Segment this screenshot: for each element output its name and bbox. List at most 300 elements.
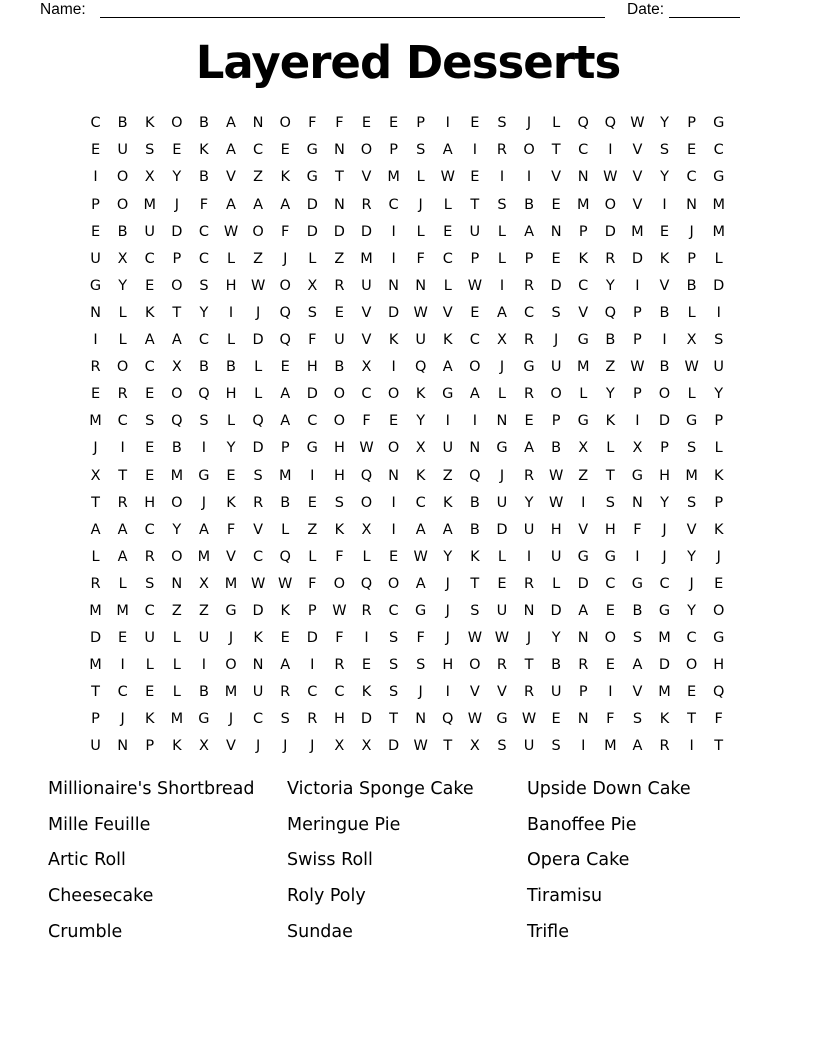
- grid-letter: X: [686, 332, 697, 349]
- grid-letter: R: [334, 277, 345, 294]
- grid-letter: Y: [172, 169, 182, 186]
- grid-letter: C: [144, 602, 155, 619]
- grid-letter: W: [548, 467, 564, 484]
- grid-letter: K: [361, 684, 372, 701]
- grid-letter: T: [524, 657, 534, 674]
- grid-letter: C: [253, 548, 264, 565]
- grid-letter: S: [632, 630, 643, 647]
- grid-letter: I: [499, 277, 505, 294]
- grid-letter: D: [387, 304, 400, 321]
- grid-letter: L: [226, 332, 236, 349]
- grid-letter: D: [604, 223, 616, 240]
- grid-letter: M: [143, 196, 156, 213]
- grid-letter: R: [496, 142, 507, 159]
- grid-letter: V: [632, 142, 643, 159]
- grid-letter: M: [658, 630, 671, 647]
- grid-letter: I: [391, 494, 396, 511]
- grid-letter: V: [551, 169, 562, 186]
- grid-letter: J: [201, 494, 207, 511]
- word-list-column: [48, 772, 254, 951]
- grid-letter: K: [470, 548, 480, 565]
- grid-letter: Z: [253, 250, 264, 267]
- grid-letter: U: [144, 630, 156, 647]
- grid-letter: R: [496, 657, 507, 674]
- grid-letter: H: [225, 386, 237, 403]
- grid-letter: S: [253, 467, 263, 484]
- grid-letter: B: [659, 304, 670, 321]
- word-item: Upside Down Cake: [527, 779, 691, 799]
- grid-letter: R: [253, 494, 264, 511]
- grid-letter: U: [90, 738, 101, 755]
- grid-letter: P: [280, 440, 290, 457]
- grid-letter: S: [334, 494, 344, 511]
- grid-letter: S: [388, 630, 399, 647]
- grid-letter: T: [91, 684, 100, 701]
- grid-letter: Y: [199, 304, 209, 321]
- grid-letter: G: [198, 711, 210, 728]
- grid-letter: X: [117, 250, 128, 267]
- grid-letter: Q: [360, 575, 373, 592]
- grid-letter: N: [469, 440, 481, 457]
- grid-letter: Y: [443, 548, 453, 565]
- grid-letter: J: [689, 223, 694, 240]
- grid-letter: M: [631, 223, 644, 240]
- grid-letter: Z: [253, 169, 264, 186]
- grid-letter: Y: [524, 494, 534, 511]
- grid-letter: C: [469, 332, 480, 349]
- grid-letter: R: [659, 738, 670, 755]
- grid-letter: Q: [171, 413, 183, 430]
- grid-letter: S: [659, 142, 670, 159]
- grid-letter: D: [252, 440, 264, 457]
- grid-letter: X: [334, 738, 345, 755]
- grid-letter: E: [714, 575, 724, 592]
- grid-letter: V: [632, 684, 643, 701]
- grid-letter: E: [605, 602, 615, 619]
- grid-letter: X: [496, 332, 507, 349]
- grid-letter: L: [714, 440, 723, 457]
- grid-letter: W: [413, 738, 428, 755]
- grid-letter: K: [659, 250, 670, 267]
- grid-letter: V: [361, 169, 372, 186]
- grid-letter: I: [391, 223, 396, 240]
- grid-letter: Y: [551, 630, 561, 647]
- grid-letter: E: [334, 304, 344, 321]
- grid-letter: V: [226, 738, 236, 755]
- grid-letter: N: [577, 630, 589, 647]
- grid-letter: S: [470, 602, 480, 619]
- grid-letter: E: [145, 684, 155, 701]
- grid-letter: O: [116, 196, 129, 213]
- grid-letter: F: [199, 196, 209, 213]
- grid-letter: C: [713, 142, 724, 159]
- page-title: Layered Desserts: [195, 36, 621, 89]
- grid-letter: E: [307, 494, 317, 511]
- grid-letter: P: [714, 413, 724, 430]
- grid-letter: C: [144, 521, 155, 538]
- grid-letter: Z: [578, 467, 589, 484]
- grid-letter: J: [689, 575, 694, 592]
- grid-letter: M: [658, 684, 671, 701]
- grid-letter: O: [171, 548, 183, 565]
- grid-letter: L: [308, 250, 317, 267]
- grid-letter: R: [90, 359, 101, 376]
- grid-letter: J: [499, 359, 505, 376]
- grid-letter: K: [226, 494, 236, 511]
- grid-letter: H: [713, 657, 725, 674]
- grid-letter: G: [631, 467, 644, 484]
- grid-letter: O: [171, 115, 183, 132]
- grid-letter: D: [89, 630, 102, 647]
- grid-letter: A: [226, 115, 236, 132]
- grid-letter: R: [307, 711, 318, 728]
- grid-letter: H: [306, 359, 318, 376]
- grid-letter: E: [145, 440, 155, 457]
- grid-letter: H: [442, 657, 454, 674]
- grid-letter: C: [90, 115, 101, 132]
- grid-letter: C: [442, 250, 453, 267]
- grid-letter: B: [334, 359, 345, 376]
- grid-letter: W: [413, 304, 428, 321]
- grid-letter: Z: [605, 359, 616, 376]
- grid-letter: G: [523, 359, 535, 376]
- grid-letter: G: [713, 115, 725, 132]
- grid-letter: M: [685, 467, 698, 484]
- grid-letter: W: [413, 548, 428, 565]
- grid-letter: E: [470, 304, 480, 321]
- grid-letter: A: [280, 657, 291, 674]
- grid-letter: J: [662, 521, 667, 538]
- grid-letter: I: [364, 630, 369, 647]
- grid-letter: B: [198, 115, 209, 132]
- grid-letter: F: [606, 711, 615, 728]
- grid-letter: A: [415, 575, 426, 592]
- grid-letter: F: [281, 223, 290, 240]
- date-blank-line: [669, 2, 740, 18]
- grid-letter: U: [469, 223, 481, 240]
- grid-letter: G: [198, 467, 210, 484]
- grid-letter: R: [361, 602, 372, 619]
- grid-letter: N: [577, 169, 589, 186]
- grid-letter: A: [524, 440, 534, 457]
- grid-letter: G: [577, 548, 589, 565]
- grid-letter: D: [306, 223, 318, 240]
- grid-letter: T: [551, 142, 561, 159]
- grid-letter: N: [333, 196, 345, 213]
- grid-letter: P: [687, 250, 696, 267]
- grid-letter: F: [226, 521, 236, 538]
- grid-letter: O: [333, 413, 346, 430]
- grid-letter: E: [280, 142, 290, 159]
- grid-letter: J: [174, 196, 179, 213]
- grid-letter: I: [310, 657, 315, 674]
- grid-letter: A: [117, 548, 128, 565]
- grid-letter: K: [415, 467, 426, 484]
- grid-letter: Q: [360, 467, 373, 484]
- grid-letter: P: [91, 711, 100, 728]
- grid-letter: D: [252, 602, 264, 619]
- grid-letter: E: [443, 223, 453, 240]
- grid-letter: R: [605, 250, 616, 267]
- grid-letter: N: [496, 413, 508, 430]
- grid-letter: R: [524, 277, 535, 294]
- grid-letter: R: [117, 494, 128, 511]
- grid-letter: L: [606, 440, 615, 457]
- word-list-column: [287, 772, 474, 951]
- grid-letter: S: [388, 657, 399, 674]
- grid-letter: Y: [605, 277, 615, 294]
- grid-letter: E: [280, 630, 290, 647]
- grid-letter: V: [253, 521, 264, 538]
- grid-letter: R: [524, 575, 535, 592]
- grid-letter: I: [689, 738, 694, 755]
- grid-letter: C: [605, 575, 616, 592]
- grid-letter: C: [144, 250, 155, 267]
- grid-letter: O: [171, 494, 183, 511]
- grid-letter: I: [120, 657, 125, 674]
- grid-letter: S: [145, 413, 155, 430]
- grid-letter: E: [118, 630, 128, 647]
- grid-letter: E: [388, 115, 399, 132]
- grid-letter: R: [524, 467, 535, 484]
- grid-letter: E: [388, 548, 399, 565]
- word-item: Opera Cake: [527, 850, 630, 871]
- grid-letter: X: [144, 169, 155, 186]
- grid-letter: L: [118, 304, 127, 321]
- grid-letter: Y: [118, 277, 128, 294]
- grid-letter: M: [576, 359, 590, 376]
- grid-letter: G: [306, 142, 318, 159]
- grid-letter: A: [578, 602, 589, 619]
- grid-letter: P: [633, 304, 642, 321]
- grid-letter: G: [713, 630, 725, 647]
- grid-letter: U: [442, 440, 454, 457]
- grid-letter: O: [171, 277, 183, 294]
- grid-letter: J: [228, 711, 234, 728]
- grid-letter: L: [579, 386, 588, 403]
- grid-letter: J: [445, 602, 450, 619]
- grid-letter: K: [443, 494, 453, 511]
- grid-letter: H: [550, 521, 562, 538]
- grid-letter: Y: [226, 440, 236, 457]
- grid-letter: R: [334, 657, 345, 674]
- grid-letter: G: [225, 602, 237, 619]
- grid-letter: Y: [172, 521, 182, 538]
- grid-letter: B: [117, 223, 128, 240]
- grid-letter: S: [497, 738, 507, 755]
- grid-letter: U: [415, 332, 426, 349]
- grid-letter: J: [554, 332, 559, 349]
- grid-letter: W: [630, 115, 645, 132]
- grid-letter: A: [226, 196, 236, 213]
- grid-letter: O: [712, 602, 725, 619]
- grid-letter: B: [605, 332, 616, 349]
- grid-letter: P: [172, 250, 182, 267]
- grid-letter: W: [467, 630, 483, 647]
- grid-letter: V: [226, 169, 236, 186]
- grid-letter: C: [415, 494, 426, 511]
- grid-letter: A: [469, 386, 480, 403]
- grid-letter: J: [255, 304, 261, 321]
- grid-letter: K: [388, 332, 399, 349]
- grid-letter: Q: [712, 684, 725, 701]
- grid-letter: W: [521, 711, 537, 728]
- grid-letter: G: [685, 413, 698, 430]
- grid-letter: N: [333, 142, 345, 159]
- grid-letter: K: [713, 521, 724, 538]
- date-label: Date:: [627, 1, 665, 18]
- grid-letter: V: [361, 332, 372, 349]
- grid-letter: X: [198, 575, 209, 592]
- grid-letter: I: [93, 169, 98, 186]
- grid-letter: Q: [252, 413, 264, 430]
- grid-letter: V: [578, 304, 589, 321]
- grid-letter: O: [116, 169, 129, 186]
- grid-letter: K: [280, 602, 290, 619]
- grid-letter: P: [470, 250, 480, 267]
- grid-letter: M: [89, 413, 102, 430]
- grid-letter: I: [201, 440, 207, 457]
- grid-letter: E: [551, 196, 561, 213]
- grid-letter: A: [442, 142, 453, 159]
- grid-letter: Q: [469, 467, 481, 484]
- grid-letter: Y: [687, 548, 697, 565]
- grid-letter: G: [713, 169, 725, 186]
- grid-letter: U: [361, 277, 372, 294]
- grid-letter: L: [687, 304, 696, 321]
- grid-letter: L: [172, 630, 181, 647]
- grid-letter: E: [361, 115, 372, 132]
- grid-letter: B: [469, 494, 480, 511]
- grid-letter: C: [307, 413, 318, 430]
- grid-letter: U: [198, 630, 210, 647]
- grid-letter: A: [117, 521, 128, 538]
- grid-letter: K: [144, 711, 155, 728]
- grid-letter: U: [550, 684, 562, 701]
- grid-letter: S: [280, 711, 290, 728]
- grid-letter: T: [714, 738, 724, 755]
- grid-letter: N: [415, 711, 427, 728]
- grid-letter: D: [658, 657, 671, 674]
- grid-letter: N: [631, 494, 643, 511]
- grid-letter: M: [224, 684, 238, 701]
- grid-letter: I: [310, 467, 315, 484]
- grid-letter: A: [442, 359, 453, 376]
- grid-letter: U: [117, 142, 128, 159]
- word-item: Trifle: [527, 921, 569, 942]
- grid-letter: A: [280, 196, 291, 213]
- grid-letter: Q: [279, 548, 291, 565]
- grid-letter: N: [252, 657, 264, 674]
- grid-letter: H: [144, 494, 156, 511]
- grid-letter: G: [658, 602, 671, 619]
- grid-letter: D: [496, 521, 508, 538]
- grid-letter: E: [470, 169, 480, 186]
- grid-letter: P: [578, 684, 588, 701]
- grid-letter: X: [632, 440, 643, 457]
- grid-letter: W: [359, 440, 374, 457]
- grid-letter: T: [470, 575, 480, 592]
- grid-letter: S: [307, 304, 317, 321]
- grid-letter: A: [171, 332, 182, 349]
- grid-letter: M: [170, 467, 184, 484]
- grid-letter: F: [416, 630, 425, 647]
- grid-letter: I: [472, 413, 477, 430]
- grid-letter: O: [279, 277, 291, 294]
- grid-letter: C: [659, 575, 670, 592]
- grid-letter: M: [360, 250, 373, 267]
- grid-letter: B: [686, 277, 697, 294]
- grid-letter: A: [632, 738, 643, 755]
- grid-letter: U: [144, 223, 156, 240]
- grid-letter: M: [170, 711, 184, 728]
- grid-letter: W: [278, 575, 293, 592]
- grid-letter: N: [388, 467, 399, 484]
- grid-letter: M: [278, 467, 292, 484]
- grid-letter: Z: [171, 602, 182, 619]
- grid-letter: N: [550, 223, 562, 240]
- grid-letter: L: [714, 250, 723, 267]
- grid-letter: G: [577, 332, 589, 349]
- grid-letter: C: [117, 413, 128, 430]
- grid-letter: G: [577, 413, 589, 430]
- grid-letter: I: [472, 142, 477, 159]
- grid-letter: V: [226, 548, 236, 565]
- grid-letter: H: [333, 711, 345, 728]
- grid-letter: K: [144, 115, 155, 132]
- word-item: Banoffee Pie: [527, 814, 637, 835]
- grid-letter: Z: [442, 467, 453, 484]
- grid-letter: M: [89, 602, 102, 619]
- grid-letter: H: [225, 277, 237, 294]
- grid-letter: A: [415, 521, 426, 538]
- grid-letter: D: [306, 196, 318, 213]
- grid-letter: T: [389, 711, 398, 728]
- grid-letter: U: [496, 494, 508, 511]
- grid-letter: L: [497, 548, 506, 565]
- grid-letter: V: [496, 684, 507, 701]
- grid-letter: B: [117, 115, 128, 132]
- grid-letter: E: [687, 684, 697, 701]
- grid-letter: B: [198, 169, 209, 186]
- grid-letter: F: [335, 630, 344, 647]
- grid-letter: O: [685, 657, 698, 674]
- grid-letter: V: [469, 684, 480, 701]
- grid-letter: A: [632, 657, 643, 674]
- grid-letter: H: [333, 467, 345, 484]
- grid-letter: N: [686, 196, 698, 213]
- grid-letter: I: [662, 196, 667, 213]
- grid-letter: K: [144, 304, 155, 321]
- grid-letter: D: [631, 250, 643, 267]
- grid-letter: E: [172, 142, 182, 159]
- grid-letter: L: [552, 575, 561, 592]
- grid-letter: K: [578, 250, 588, 267]
- grid-letter: I: [445, 684, 450, 701]
- grid-letter: L: [497, 250, 506, 267]
- grid-letter: L: [281, 521, 290, 538]
- grid-letter: T: [91, 494, 100, 511]
- grid-letter: O: [252, 223, 264, 240]
- word-item: Crumble: [48, 921, 123, 942]
- grid-letter: J: [310, 738, 315, 755]
- grid-letter: T: [172, 304, 182, 321]
- grid-letter: I: [120, 440, 125, 457]
- grid-letter: C: [334, 684, 345, 701]
- grid-letter: O: [225, 657, 237, 674]
- grid-letter: S: [551, 738, 561, 755]
- grid-letter: M: [89, 657, 102, 674]
